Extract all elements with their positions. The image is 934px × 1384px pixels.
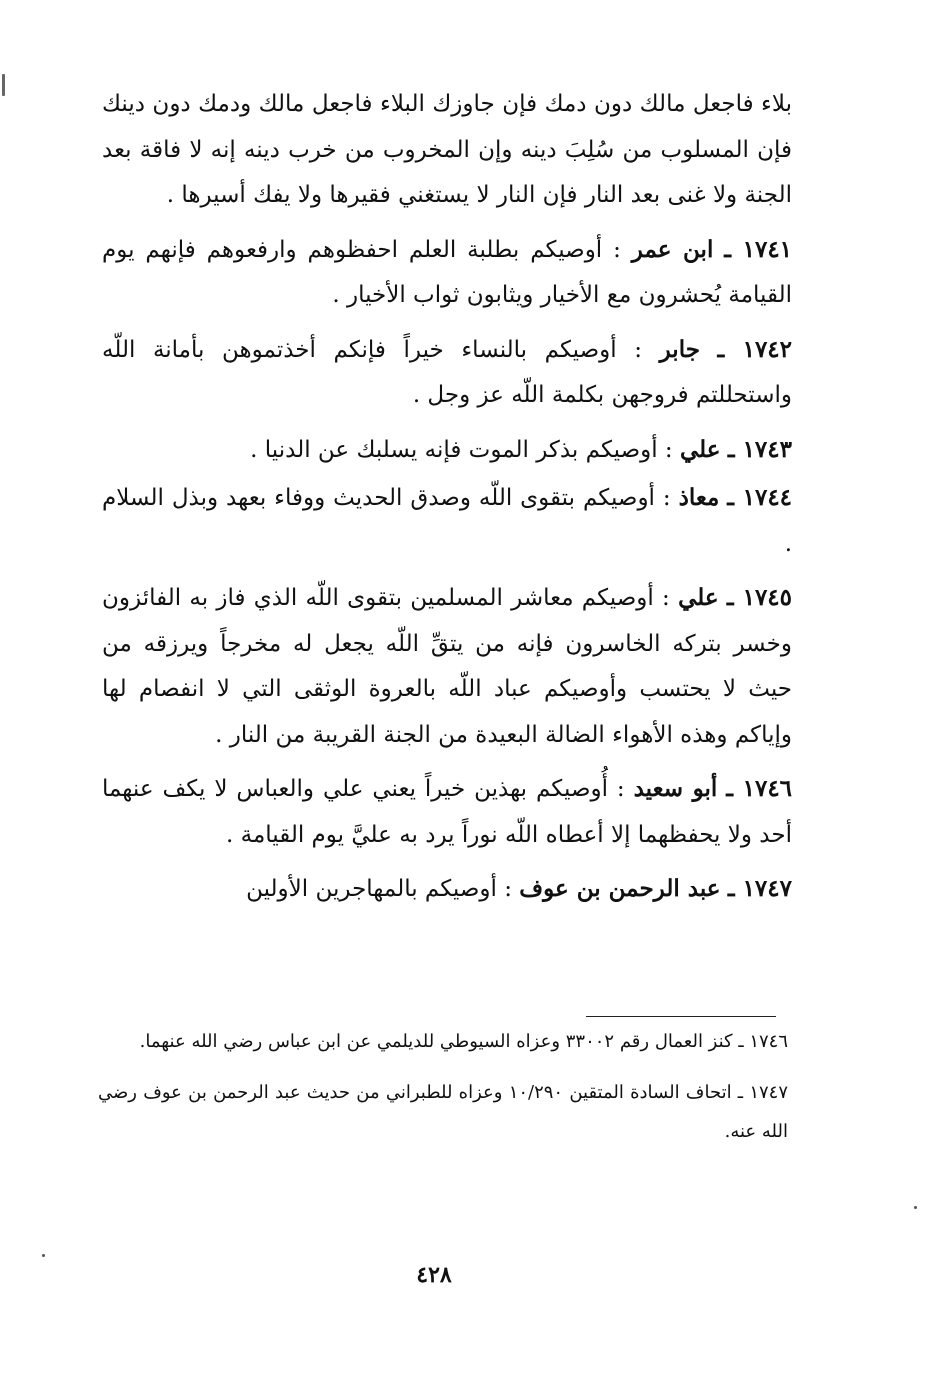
entry-1747 xyxy=(102,866,792,913)
scan-speck xyxy=(42,1254,45,1257)
entry-text: : أوصيكم بذكر الموت فإنه يسلبك عن الدنيا . xyxy=(250,436,673,463)
footnote-divider xyxy=(586,1016,776,1017)
narrator-name: عبد الرحمن بن عوف xyxy=(519,875,721,902)
entry-1744 xyxy=(102,475,792,567)
narrator-name: ابن عمر xyxy=(631,235,714,263)
paragraph-text: بلاء فاجعل مالك دون دمك فإن جاوزك البلاء فاجعل مالك ودمك دون دينك فإن المسلوب من سُلِبَ دينه وإن المخروب من خرب دينه إنه لا فاقة بعد الجنة ولا غنى بعد النار فإن النار لا يستغني فقيرها ولا يفك أسيرها . xyxy=(102,91,792,208)
entry-text: : أوصيكم بالنساء خيراً فإنكم أخذتموهن بأمانة اللّه واستحللتم فروجهن بكلمة اللّه عز وجل . xyxy=(102,336,792,408)
entry-text: : أوصيكم معاشر المسلمين بتقوى اللّه الذي فاز به الفائزون وخسر بتركه الخاسرون فإنه من يتقِّ اللّه يجعل له مخرجاً ويرزقه من حيث لا يحتسب وأوصيكم عباد اللّه بالعروة الوثقى التي لا انفصام لها وإياكم وهذه الأهواء الضالة البعيدة من الجنة القريبة من النار . xyxy=(102,585,792,748)
entry-number: ١٧٤٤ ـ xyxy=(727,484,793,511)
footnote-1747: ١٧٤٧ ـ اتحاف السادة المتقين ١٠/٢٩٠ وعزاه للطبراني من حديث عبد الرحمن بن عوف رضي الله عنه. xyxy=(98,1082,788,1142)
entry-text: : أوصيكم بالمهاجرين الأولين xyxy=(246,876,512,902)
entry-number: ١٧٤١ ـ xyxy=(724,235,793,263)
entry-text: : أُوصيكم بهذين خيراً يعني علي والعباس لا يكف عنهما أحد ولا يحفظهما إلا أعطاه اللّه نوراً يرد به عليَّ يوم القيامة . xyxy=(102,776,792,848)
page-number: ٤٢٨ xyxy=(416,1262,452,1288)
entry-number: ١٧٤٧ ـ xyxy=(727,875,792,902)
entry-1741 xyxy=(102,227,792,319)
entry-text: : أوصيكم بتقوى اللّه وصدق الحديث ووفاء بعهد وبذل السلام . xyxy=(102,485,792,557)
entry-1743 xyxy=(102,427,792,474)
entry-1745 xyxy=(102,575,792,758)
narrator-name: علي xyxy=(678,584,719,611)
scan-speck xyxy=(2,74,5,96)
entry-text: : أوصيكم بطلبة العلم احفظوهم وارفعوهم فإنهم يوم القيامة يُحشرون مع الأخيار ويثابون ثواب الأخيار . xyxy=(102,236,792,308)
narrator-name: جابر xyxy=(659,335,700,363)
scan-speck xyxy=(914,1206,917,1209)
entry-1746 xyxy=(102,766,792,858)
narrator-name: علي xyxy=(680,435,721,463)
paragraph-continuation xyxy=(102,82,792,219)
footnotes-block xyxy=(98,1022,788,1163)
narrator-name: أبو سعيد xyxy=(633,775,718,802)
main-text-block xyxy=(102,82,792,921)
entry-number: ١٧٤٦ ـ xyxy=(726,775,793,802)
entry-number: ١٧٤٢ ـ xyxy=(717,335,793,363)
entry-number: ١٧٤٥ ـ xyxy=(726,584,793,611)
entry-1742 xyxy=(102,327,792,419)
entry-number: ١٧٤٣ ـ xyxy=(727,435,792,463)
footnote-1746: ١٧٤٦ ـ كنز العمال رقم ٣٣٠٠٢ وعزاه السيوطي للديلمي عن ابن عباس رضي الله عنهما. xyxy=(139,1031,788,1052)
narrator-name: معاذ xyxy=(678,484,720,511)
